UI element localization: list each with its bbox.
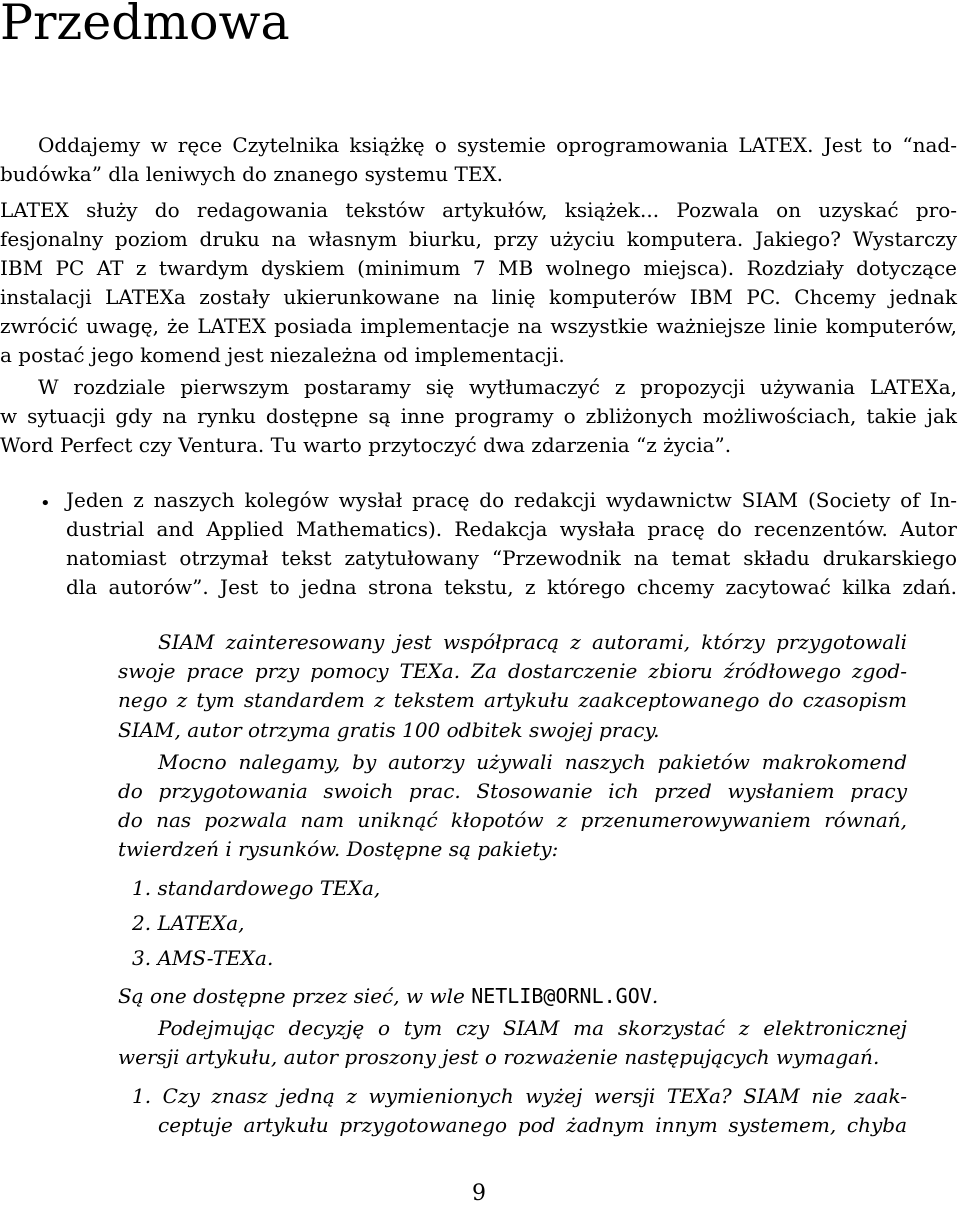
- bullet-line-4: dla autorów”. Jest to jedna strona tekstu, z którego chcemy zacytować kilka zdań.: [66, 575, 957, 599]
- quote-line-4: SIAM, autor otrzyma gratis 100 odbitek swojej pracy.: [118, 718, 660, 742]
- bullet-line-1: Jeden z naszych kolegów wysłał pracę do redakcji wydawnictw SIAM (Society of In-: [66, 488, 957, 512]
- quote-line-7: do nas pozwala nam uniknąć kłopotów z przenumerowywaniem równań,: [118, 808, 907, 832]
- quote-line-6: do przygotowania swoich prac. Stosowanie ich przed wysłaniem pracy: [118, 779, 907, 803]
- page-title: Przedmowa: [0, 0, 290, 51]
- quote-line-2: swoje prace przy pomocy TEXa. Za dostarczenie zbioru źródłowego zgod-: [118, 659, 907, 683]
- intro-line-9: W rozdziale pierwszym postaramy się wytłumaczyć z propozycji używania LATEXa,: [38, 375, 957, 399]
- quote-line-8: twierdzeń i rysunków. Dostępne są pakiety:: [118, 837, 559, 861]
- quote-line-3: nego z tym standardem z tekstem artykułu zaakceptowanego do czasopism: [118, 688, 907, 712]
- bullet-line-2: dustrial and Applied Mathematics). Redakcja wysłała pracę do recenzentów. Autor: [66, 517, 957, 541]
- quote-list-item-3: 3. AMS-TEXa.: [132, 946, 274, 970]
- intro-line-2: budówka” dla leniwych do znanego systemu TEX.: [0, 162, 504, 186]
- intro-line-3: LATEX służy do redagowania tekstów artykułów, książek... Pozwala on uzyskać pro-: [0, 198, 957, 222]
- intro-line-6: instalacji LATEXa zostały ukierunkowane na linię komputerów IBM PC. Chcemy jednak: [0, 285, 957, 309]
- quote-list-item-2: 2. LATEXa,: [132, 911, 245, 935]
- quote-line-9: [118, 984, 658, 1008]
- quote-line-1: SIAM zainteresowany jest współpracą z autorami, którzy przygotowali: [158, 630, 907, 654]
- bullet-icon: •: [40, 493, 51, 514]
- intro-line-1: Oddajemy w ręce Czytelnika książkę o systemie oprogramowania LATEX. Jest to “nad-: [38, 133, 957, 157]
- quote-line-9-end: .: [651, 984, 659, 1008]
- page-number: 9: [472, 1181, 486, 1206]
- quote-numbered-1b: ceptuje artykułu przygotowanego pod żadnym innym systemem, chyba: [158, 1113, 907, 1137]
- intro-line-8: a postać jego komend jest niezależna od implementacji.: [0, 343, 565, 367]
- quote-line-11: wersji artykułu, autor proszony jest o rozważenie następujących wymagań.: [118, 1045, 880, 1069]
- intro-line-11: Word Perfect czy Ventura. Tu warto przytoczyć dwa zdarzenia “z życia”.: [0, 433, 732, 457]
- quote-line-9-text: Są one dostępne przez sieć, w wle: [118, 984, 472, 1008]
- intro-line-4: fesjonalny poziom druku na własnym biurku, przy użyciu komputera. Jakiego? Wystarczy: [0, 227, 957, 251]
- intro-line-5: IBM PC AT z twardym dyskiem (minimum 7 MB wolnego miejsca). Rozdziały dotyczące: [0, 256, 957, 280]
- intro-line-10: w sytuacji gdy na rynku dostępne są inne programy o zbliżonych możliwościach, takie jak: [0, 404, 957, 428]
- quote-numbered-1a: 1. Czy znasz jedną z wymienionych wyżej wersji TEXa? SIAM nie zaak-: [132, 1084, 907, 1108]
- intro-line-7: zwrócić uwagę, że LATEX posiada implementacje na wszystkie ważniejsze linie komputerów,: [0, 314, 957, 338]
- quote-line-10: Podejmując decyzję o tym czy SIAM ma skorzystać z elektronicznej: [158, 1016, 907, 1040]
- quote-line-5: Mocno nalegamy, by autorzy używali naszych pakietów makrokomend: [158, 750, 907, 774]
- email-address: NETLIB@ORNL.GOV: [471, 984, 652, 1008]
- quote-list-item-1: 1. standardowego TEXa,: [132, 876, 381, 900]
- bullet-line-3: natomiast otrzymał tekst zatytułowany “Przewodnik na temat składu drukarskiego: [66, 546, 957, 570]
